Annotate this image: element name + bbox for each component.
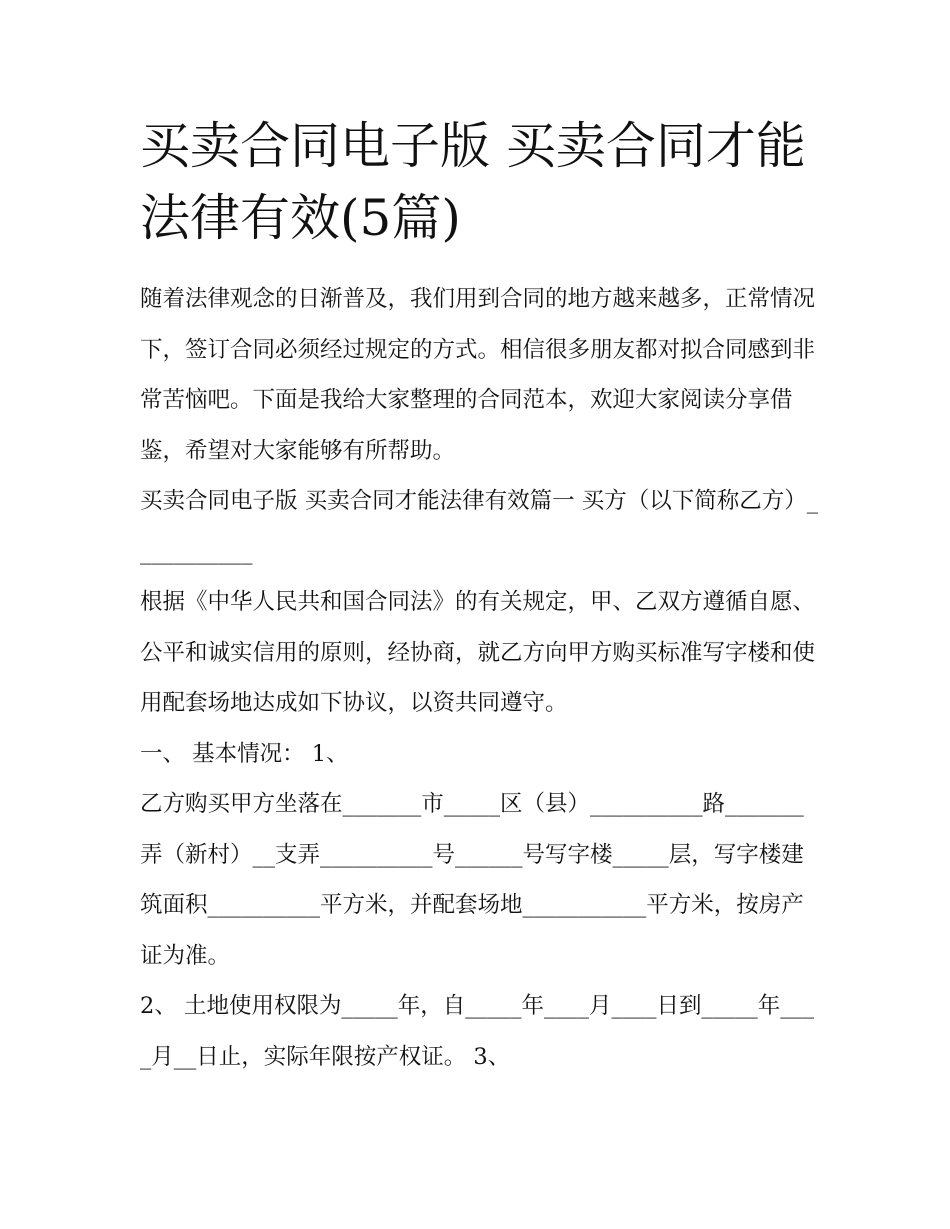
document-page [140, 110, 820, 1082]
paragraph-land-use-term: 2、 土地使用权限为_____年，自_____年____月____日到_____年____月__日止，实际年限按产权证。 3、 [140, 993, 814, 1070]
paragraph-intro: 随着法律观念的日渐普及，我们用到合同的地方越来越多，正常情况下，签订合同必须经过规定的方式。相信很多朋友都对拟合同感到非常苦恼吧。下面是我给大家整理的合同范本，欢迎大家阅读分享借鉴，希望对大家能够有所帮助。 [140, 286, 816, 464]
document-title: 买卖合同电子版 买卖合同才能法律有效(5篇) [140, 117, 806, 247]
paragraph-legal-basis: 根据《中华人民共和国合同法》的有关规定，甲、乙双方遵循自愿、公平和诚实信用的原则，经协商，就乙方向甲方购买标准写字楼和使用配套场地达成如下协议，以资共同遵守。 [140, 589, 816, 716]
paragraph-contract-header: 买卖合同电子版 买卖合同才能法律有效篇一 买方（以下简称乙方）___________ [140, 488, 819, 565]
paragraph-section-basic-info: 一、 基本情况： 1、 [140, 740, 349, 767]
paragraph-property-location: 乙方购买甲方坐落在_______市_____区（县）__________路_______弄（新村）__支弄__________号______号写字楼_____层，写字楼建筑面积__________平方米，并配套场地___________平方米，按房产证为准。 [140, 791, 804, 969]
